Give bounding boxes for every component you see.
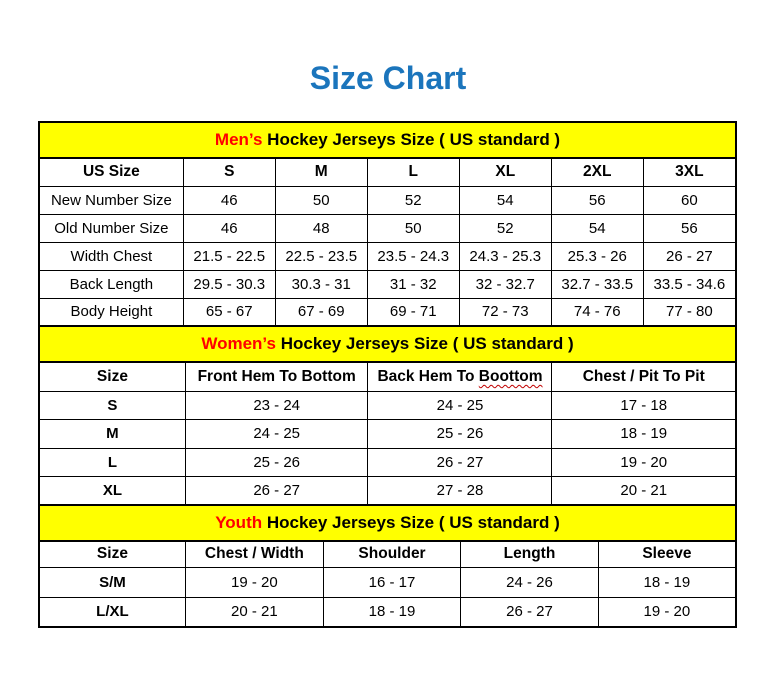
youth-size-table	[38, 540, 737, 628]
heading-highlight-mens: Men’s	[214, 130, 263, 149]
cell-value: 30.3 - 31	[275, 270, 367, 298]
mens-table-row	[39, 186, 736, 214]
mens-table-row	[39, 298, 736, 326]
mens-header-row	[39, 158, 736, 186]
cell-value: 18 - 19	[552, 420, 736, 449]
womens-column-header: Back Hem To Boottom	[368, 362, 552, 391]
cell-value: 56	[643, 214, 736, 242]
cell-value: 69 - 71	[367, 298, 459, 326]
row-label: Width Chest	[39, 242, 183, 270]
row-label: New Number Size	[39, 186, 183, 214]
cell-value: 29.5 - 30.3	[183, 270, 275, 298]
womens-table-row	[39, 477, 736, 506]
cell-value: 32.7 - 33.5	[551, 270, 643, 298]
row-label: L	[39, 448, 185, 477]
womens-header-row	[39, 362, 736, 391]
row-label: Body Height	[39, 298, 183, 326]
size-chart-tables	[38, 121, 737, 628]
cell-value: 67 - 69	[275, 298, 367, 326]
cell-value: 16 - 17	[323, 567, 460, 597]
cell-value: 54	[551, 214, 643, 242]
cell-value: 32 - 32.7	[459, 270, 551, 298]
heading-highlight-youth: Youth	[215, 513, 263, 532]
page-title: Size Chart	[309, 60, 467, 96]
womens-table-row	[39, 420, 736, 449]
cell-value: 17 - 18	[552, 391, 736, 420]
cell-value: 20 - 21	[552, 477, 736, 506]
cell-value: 65 - 67	[183, 298, 275, 326]
mens-column-header: US Size	[39, 158, 183, 186]
mens-table-row	[39, 214, 736, 242]
mens-table-row	[39, 242, 736, 270]
section-heading-womens	[38, 325, 737, 363]
youth-column-header: Sleeve	[598, 541, 736, 567]
cell-value: 18 - 19	[323, 597, 460, 627]
womens-size-table	[38, 361, 737, 506]
youth-column-header: Chest / Width	[185, 541, 323, 567]
cell-value: 25.3 - 26	[551, 242, 643, 270]
cell-value: 20 - 21	[185, 597, 323, 627]
womens-table-row	[39, 448, 736, 477]
cell-value: 18 - 19	[598, 567, 736, 597]
cell-value: 19 - 20	[598, 597, 736, 627]
cell-value: 24 - 26	[461, 567, 599, 597]
mens-table-row	[39, 270, 736, 298]
heading-highlight-womens: Women’s	[201, 334, 276, 353]
cell-value: 22.5 - 23.5	[275, 242, 367, 270]
misspelled-word: Boottom	[478, 367, 543, 385]
cell-value: 77 - 80	[643, 298, 736, 326]
mens-column-header: 2XL	[551, 158, 643, 186]
cell-value: 50	[275, 186, 367, 214]
cell-value: 23 - 24	[185, 391, 368, 420]
cell-value: 74 - 76	[551, 298, 643, 326]
cell-value: 50	[367, 214, 459, 242]
mens-column-header: 3XL	[643, 158, 736, 186]
cell-value: 33.5 - 34.6	[643, 270, 736, 298]
cell-value: 26 - 27	[461, 597, 599, 627]
cell-value: 24.3 - 25.3	[459, 242, 551, 270]
womens-column-header: Size	[39, 362, 185, 391]
row-label: XL	[39, 477, 185, 506]
mens-column-header: S	[183, 158, 275, 186]
youth-column-header: Shoulder	[323, 541, 460, 567]
cell-value: 56	[551, 186, 643, 214]
cell-value: 24 - 25	[368, 391, 552, 420]
youth-column-header: Size	[39, 541, 185, 567]
cell-value: 31 - 32	[367, 270, 459, 298]
cell-value: 48	[275, 214, 367, 242]
row-label: S/M	[39, 567, 185, 597]
cell-value: 19 - 20	[185, 567, 323, 597]
row-label: M	[39, 420, 185, 449]
cell-value: 46	[183, 214, 275, 242]
youth-table-row	[39, 567, 736, 597]
heading-text-womens: Hockey Jerseys Size ( US standard )	[275, 334, 574, 353]
cell-value: 27 - 28	[368, 477, 552, 506]
youth-header-row	[39, 541, 736, 567]
section-heading-youth	[38, 504, 737, 542]
mens-column-header: L	[367, 158, 459, 186]
row-label: Back Length	[39, 270, 183, 298]
womens-column-header: Chest / Pit To Pit	[552, 362, 736, 391]
mens-size-table	[38, 157, 737, 327]
cell-value: 52	[459, 214, 551, 242]
cell-value: 72 - 73	[459, 298, 551, 326]
cell-value: 52	[367, 186, 459, 214]
cell-value: 19 - 20	[552, 448, 736, 477]
heading-text-mens: Hockey Jerseys Size ( US standard )	[262, 130, 561, 149]
youth-column-header: Length	[461, 541, 599, 567]
row-label: S	[39, 391, 185, 420]
cell-value: 54	[459, 186, 551, 214]
cell-value: 26 - 27	[643, 242, 736, 270]
mens-column-header: M	[275, 158, 367, 186]
cell-value: 25 - 26	[368, 420, 552, 449]
row-label: Old Number Size	[39, 214, 183, 242]
cell-value: 21.5 - 22.5	[183, 242, 275, 270]
section-heading-mens	[38, 121, 737, 159]
womens-table-row	[39, 391, 736, 420]
youth-table-row	[39, 597, 736, 627]
cell-value: 25 - 26	[185, 448, 368, 477]
mens-column-header: XL	[459, 158, 551, 186]
cell-value: 60	[643, 186, 736, 214]
cell-value: 24 - 25	[185, 420, 368, 449]
cell-value: 46	[183, 186, 275, 214]
heading-text-youth: Hockey Jerseys Size ( US standard )	[262, 513, 560, 532]
row-label: L/XL	[39, 597, 185, 627]
cell-value: 26 - 27	[368, 448, 552, 477]
cell-value: 26 - 27	[185, 477, 368, 506]
womens-column-header: Front Hem To Bottom	[185, 362, 368, 391]
cell-value: 23.5 - 24.3	[367, 242, 459, 270]
